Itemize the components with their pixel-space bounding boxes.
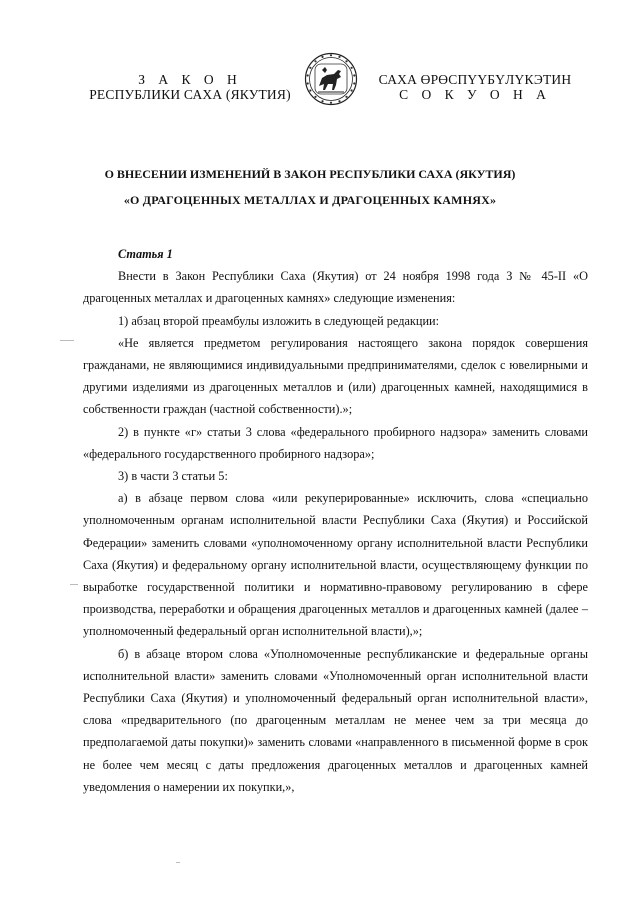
scan-artifact	[176, 862, 180, 863]
paragraph: 1) абзац второй преамбулы изложить в следующей редакции:	[118, 313, 440, 328]
header-left-line2: РЕСПУБЛИКИ САХА (ЯКУТИЯ)	[89, 87, 291, 102]
title-line1: О ВНЕСЕНИИ ИЗМЕНЕНИЙ В ЗАКОН РЕСПУБЛИКИ САХА (ЯКУТИЯ)	[104, 167, 516, 181]
paragraph: 3) в части 3 статьи 5:	[118, 469, 228, 484]
article-heading: Статья 1	[118, 247, 173, 261]
title-line2: «О ДРАГОЦЕННЫХ МЕТАЛЛАХ И ДРАГОЦЕННЫХ КАМНЯХ»	[123, 193, 497, 207]
paragraph: б) в абзаце втором слова «Уполномоченные республиканские и федеральные органы исполнительной власти» заменить словами «Уполномоченный орган исполнительной власти Республики Саха (Якутия) и уполномоченный федеральный орган исполнительной власти», слова «предварительного (по драгоценным металлам не менее чем за три месяца до предполагаемой даты покупки)» заменить словами «направленного в письменной форме в срок не более чем месяц с даты предложения драгоценных металлов и драгоценных камней уведомления о намерении их покупки,»,	[83, 646, 588, 794]
header-right	[362, 72, 588, 102]
scan-artifact	[60, 340, 74, 341]
coat-of-arms-emblem	[304, 52, 358, 106]
header-right-line2: С О К У О Н А	[399, 87, 551, 102]
scan-artifact	[70, 584, 78, 585]
emblem-icon	[304, 52, 358, 106]
header-right-line1: САХА ӨРӨСПҮҮБҮЛҮКЭТИН	[378, 72, 572, 87]
document-body	[83, 243, 588, 798]
header-left	[80, 72, 300, 102]
paragraph: а) в абзаце первом слова «или рекуперированные» исключить, слова «специально уполномоченным органам исполнительной власти Республики Саха (Якутия) и Российской Федерации» заменить словами «уполномоченному органу исполнительной власти Республики Саха (Якутия) и федеральному органу исполнительной власти, осуществляющему функции по выработке государственной политики и нормативно-правовому регулированию в сфере производства, переработки и обращения драгоценных металлов и драгоценных камней (далее – уполномоченный федеральный орган исполнительной власти),»;	[83, 491, 588, 639]
document-title	[60, 161, 560, 213]
paragraph: 2) в пункте «г» статьи 3 слова «федерального пробирного надзора» заменить словами «федерального государственного пробирного надзора»;	[83, 424, 588, 461]
paragraph: «Не является предметом регулирования настоящего закона порядок совершения гражданами, не являющимися индивидуальными предпринимателями, сделок с ювелирными и другими изделиями из драгоценных металлов и (или) драгоценных камней, находящимися в собственности граждан (частной собственности).»;	[83, 335, 588, 417]
paragraph: Внести в Закон Республики Саха (Якутия) от 24 ноября 1998 года З № 45-II «О драгоценных металлах и драгоценных камнях» следующие изменения:	[83, 269, 588, 306]
header-left-line1: З А К О Н	[138, 72, 242, 87]
